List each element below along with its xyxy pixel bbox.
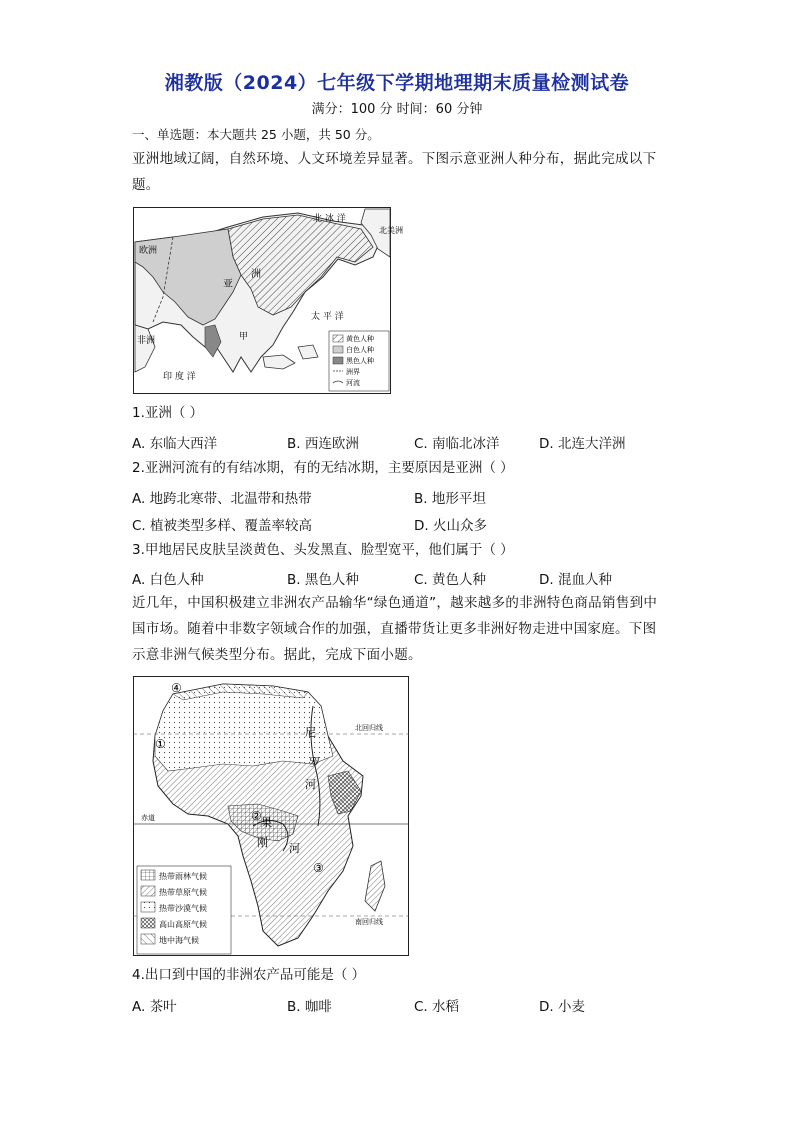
q1-option-d[interactable]: D. 北连大洋洲 (539, 436, 626, 452)
exam-meta: 满分：100 分 时间：60 分钟 (311, 102, 483, 117)
legend-desert: 热带沙漠气候 (159, 904, 207, 913)
africa-map-legend (137, 866, 231, 954)
question-3: 3.甲地居民皮肤呈淡黄色、头发黑直、脸型宽平，他们属于（ ） (132, 542, 514, 558)
map-label-nile-1: 尼 (305, 726, 316, 739)
map-label-jia: 甲 (239, 332, 249, 342)
africa-climate-map (133, 676, 409, 956)
map-label-congo-1: 刚 (257, 836, 268, 849)
q2-option-a[interactable]: A. 地跨北寒带、北温带和热带 (132, 491, 312, 507)
map-label-congo-2: 果 (261, 816, 272, 829)
question-4: 4.出口到中国的非洲农产品可能是（ ） (132, 967, 366, 983)
map-marker-4: ④ (171, 681, 182, 695)
legend-highland: 高山高原气候 (159, 920, 207, 929)
map-label-africa: 非洲 (137, 336, 156, 346)
map-label-pacific: 太 平 洋 (311, 312, 344, 322)
q3-option-d[interactable]: D. 混血人种 (539, 572, 612, 588)
q1-option-c[interactable]: C. 南临北冰洋 (414, 436, 500, 452)
map-label-indian-ocean: 印 度 洋 (163, 372, 196, 382)
q4-option-b[interactable]: B. 咖啡 (287, 999, 332, 1015)
map-label-europe: 欧洲 (139, 246, 158, 256)
page-title: 湘教版（2024）七年级下学期地理期末质量检测试卷 (164, 72, 630, 94)
q3-option-c[interactable]: C. 黄色人种 (414, 572, 487, 588)
map-label-north-america: 北美洲 (379, 226, 403, 235)
map-label-tropic-cancer: 北回归线 (355, 724, 383, 732)
legend-boundary: 洲界 (346, 368, 360, 376)
question-1: 1.亚洲（ ） (132, 405, 204, 421)
q2-option-c[interactable]: C. 植被类型多样、覆盖率较高 (132, 518, 313, 534)
map-label-congo-3: 河 (289, 842, 300, 855)
map-label-asia-1: 亚 (223, 279, 233, 290)
q3-option-a[interactable]: A. 白色人种 (132, 572, 204, 588)
q1-option-b[interactable]: B. 西连欧洲 (287, 436, 359, 452)
asia-map-legend (329, 331, 389, 391)
q4-option-c[interactable]: C. 水稻 (414, 999, 460, 1015)
map-label-nile-3: 河 (305, 778, 316, 791)
q4-option-a[interactable]: A. 茶叶 (132, 999, 177, 1015)
q3-option-b[interactable]: B. 黑色人种 (287, 572, 359, 588)
q4-option-d[interactable]: D. 小麦 (539, 999, 585, 1015)
map-label-tropic-capricorn: 南回归线 (355, 918, 383, 926)
legend-river: 河流 (346, 379, 360, 387)
legend-rainforest: 热带雨林气候 (159, 872, 207, 881)
asia-race-map (133, 207, 403, 394)
map-label-asia-2: 洲 (251, 269, 261, 280)
map-label-arctic-ocean: 北 冰 洋 (313, 214, 346, 224)
legend-yellow: 黄色人种 (346, 335, 374, 343)
q2-option-b[interactable]: B. 地形平坦 (414, 491, 486, 507)
passage-africa: 近几年，中国积极建立非洲农产品输华“绿色通道”，越来越多的非洲特色商品销售到中国市场。随着中非数字领域合作的加强，直播带货让更多非洲好物走进中国家庭。下图示意非洲气候类型分布。据此，完成下面小题。 (132, 595, 658, 663)
q1-option-a[interactable]: A. 东临大西洋 (132, 436, 218, 452)
legend-mediterranean: 地中海气候 (159, 936, 199, 945)
q2-option-d[interactable]: D. 火山众多 (414, 518, 487, 534)
legend-white: 白色人种 (346, 346, 374, 354)
passage-asia: 亚洲地域辽阔，自然环境、人文环境差异显著。下图示意亚洲人种分布，据此完成以下题。 (132, 151, 657, 193)
map-label-equator: 赤道 (141, 814, 155, 822)
map-label-nile-2: 罗 (309, 756, 320, 769)
legend-savanna: 热带草原气候 (159, 888, 207, 897)
map-marker-3: ③ (313, 861, 324, 875)
legend-black: 黑色人种 (346, 357, 374, 365)
section-heading: 一、单选题：本大题共 25 小题，共 50 分。 (132, 127, 380, 142)
map-marker-1: ① (155, 737, 166, 751)
map-marker-2: ② (251, 809, 262, 823)
question-2: 2.亚洲河流有的有结冰期，有的无结冰期，主要原因是亚洲（ ） (132, 460, 514, 476)
